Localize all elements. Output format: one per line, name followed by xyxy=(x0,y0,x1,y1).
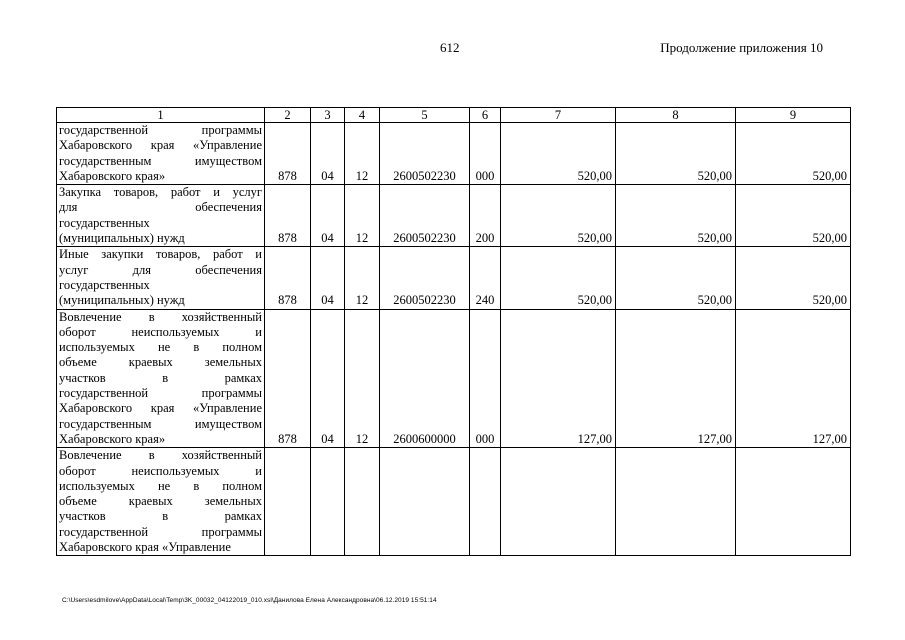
description-line: объеме краевых земельных xyxy=(59,355,262,370)
description-line: государственным имуществом xyxy=(59,416,262,431)
table-row xyxy=(57,247,851,309)
description-line: (муниципальных) нужд xyxy=(59,293,185,308)
budget-table xyxy=(56,107,851,556)
amount-2019-cell: 520,00 xyxy=(501,185,616,247)
description-line: (муниципальных) нужд xyxy=(59,231,185,246)
amount-2020-cell: 520,00 xyxy=(616,185,736,247)
description-line: государственной программы xyxy=(59,123,262,137)
description-line: государственных xyxy=(59,215,150,230)
description-line: Вовлечение в хозяйственный xyxy=(59,309,262,324)
description-line: государственной программы xyxy=(59,524,262,539)
target-article-code-cell: 2600600000 xyxy=(380,309,470,448)
amount-2021-cell: 520,00 xyxy=(736,185,851,247)
column-header: 1 xyxy=(57,108,265,123)
section-code-cell: 04 xyxy=(311,309,345,448)
table-row xyxy=(57,185,851,247)
description-line: Хабаровского края «Управление xyxy=(59,138,262,153)
target-article-code-cell: 2600502230 xyxy=(380,123,470,185)
column-header: 2 xyxy=(265,108,311,123)
column-header: 5 xyxy=(380,108,470,123)
appendix-title: Продолжение приложения 10 xyxy=(660,40,823,55)
amount-2021-cell: 520,00 xyxy=(736,247,851,309)
amount-2019-cell: 520,00 xyxy=(501,123,616,185)
expense-type-code-cell: 000 xyxy=(470,309,501,448)
table-row xyxy=(57,309,851,448)
description-line: оборот неиспользуемых и xyxy=(59,324,262,339)
description-line: Вовлечение в хозяйственный xyxy=(59,448,262,463)
column-header: 4 xyxy=(345,108,380,123)
description-line: объеме краевых земельных xyxy=(59,494,262,509)
column-header: 8 xyxy=(616,108,736,123)
expense-type-code-cell: 000 xyxy=(470,123,501,185)
description-line: государственных xyxy=(59,277,150,292)
description-line: Хабаровского края» xyxy=(59,431,166,446)
description-line: Хабаровского края «Управление xyxy=(59,401,262,416)
expense-type-code-cell xyxy=(470,448,501,556)
section-code-cell xyxy=(311,448,345,556)
amount-2019-cell: 127,00 xyxy=(501,309,616,448)
table-row xyxy=(57,448,851,556)
table-header-row xyxy=(57,108,851,123)
subsection-code-cell: 12 xyxy=(345,185,380,247)
column-header: 9 xyxy=(736,108,851,123)
description-line: Иные закупки товаров, работ и xyxy=(59,247,262,262)
amount-2021-cell: 520,00 xyxy=(736,123,851,185)
description-line: Хабаровского края «Управление xyxy=(59,540,231,555)
target-article-code-cell xyxy=(380,448,470,556)
admin-code-cell: 878 xyxy=(265,185,311,247)
expense-type-code-cell: 240 xyxy=(470,247,501,309)
section-code-cell: 04 xyxy=(311,185,345,247)
admin-code-cell: 878 xyxy=(265,247,311,309)
amount-2019-cell: 520,00 xyxy=(501,247,616,309)
section-code-cell: 04 xyxy=(311,247,345,309)
admin-code-cell: 878 xyxy=(265,309,311,448)
subsection-code-cell xyxy=(345,448,380,556)
column-header: 3 xyxy=(311,108,345,123)
file-path-footer: C:\Users\esdmilove\AppData\Local\Temp\3K_00032_04122019_010.xsl\Данилова Елена Александровна\06.12.2019 15:51:14 xyxy=(62,597,437,604)
amount-2021-cell xyxy=(736,448,851,556)
description-line: государственной программы xyxy=(59,386,262,401)
amount-2020-cell: 127,00 xyxy=(616,309,736,448)
description-line: для обеспечения xyxy=(59,200,262,215)
amount-2020-cell: 520,00 xyxy=(616,123,736,185)
description-line: государственным имуществом xyxy=(59,153,262,168)
section-code-cell: 04 xyxy=(311,123,345,185)
description-line: используемых не в полном xyxy=(59,340,262,355)
expense-type-code-cell: 200 xyxy=(470,185,501,247)
target-article-code-cell: 2600502230 xyxy=(380,185,470,247)
amount-2021-cell: 127,00 xyxy=(736,309,851,448)
table-row xyxy=(57,123,851,185)
amount-2020-cell xyxy=(616,448,736,556)
description-line: Хабаровского края» xyxy=(59,168,166,183)
row-description xyxy=(57,309,265,448)
admin-code-cell xyxy=(265,448,311,556)
description-line: услуг для обеспечения xyxy=(59,262,262,277)
subsection-code-cell: 12 xyxy=(345,123,380,185)
row-description xyxy=(57,185,265,247)
description-line: участков в рамках xyxy=(59,370,262,385)
description-line: участков в рамках xyxy=(59,509,262,524)
subsection-code-cell: 12 xyxy=(345,309,380,448)
admin-code-cell: 878 xyxy=(265,123,311,185)
row-description xyxy=(57,123,265,185)
row-description xyxy=(57,448,265,556)
description-line: Закупка товаров, работ и услуг xyxy=(59,185,262,200)
description-line: оборот неиспользуемых и xyxy=(59,463,262,478)
page-number: 612 xyxy=(440,40,460,55)
subsection-code-cell: 12 xyxy=(345,247,380,309)
column-header: 7 xyxy=(501,108,616,123)
amount-2019-cell xyxy=(501,448,616,556)
amount-2020-cell: 520,00 xyxy=(616,247,736,309)
column-header: 6 xyxy=(470,108,501,123)
target-article-code-cell: 2600502230 xyxy=(380,247,470,309)
description-line: используемых не в полном xyxy=(59,478,262,493)
row-description xyxy=(57,247,265,309)
